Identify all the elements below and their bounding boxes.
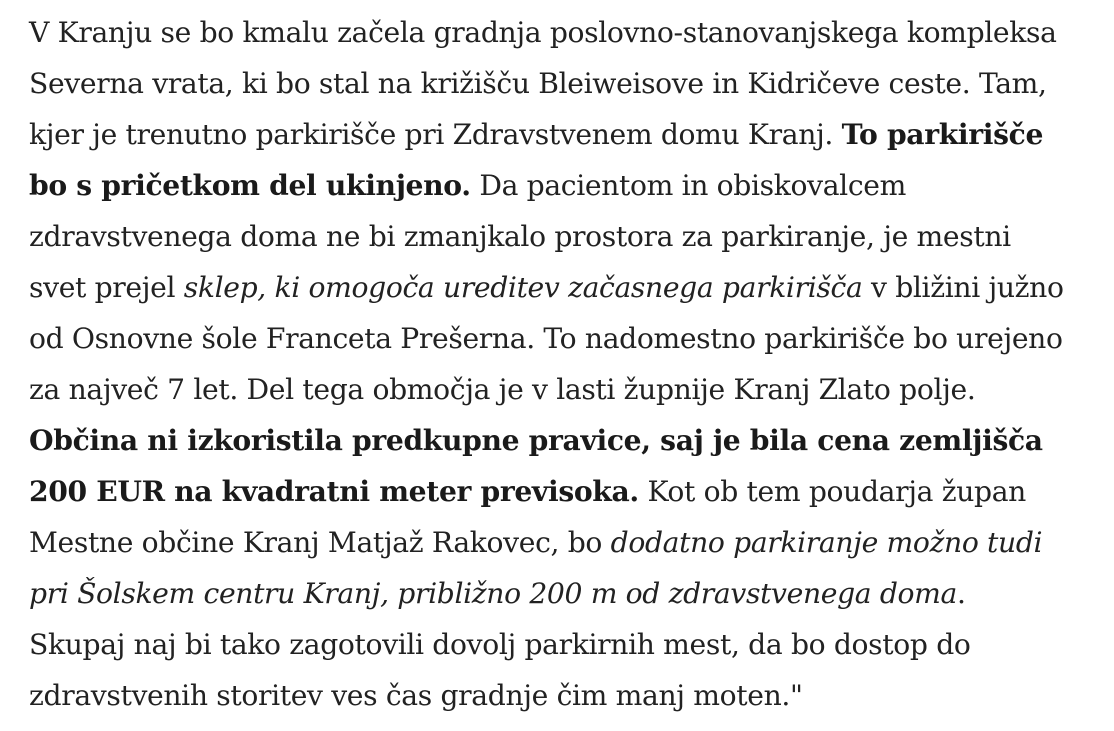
paragraph-text-conclusion: . Skupaj naj bi tako zagotovili dovolj parkirnih mest, da bo dostop do zdravstvenih storitev ves čas gradnje čim manj moten." [29, 577, 971, 712]
paragraph-text-location: v bližini južno od Osnovne šole Franceta Prešerna. To nadomestno parkirišče bo urejeno za največ 7 let. Del tega območja je v lasti župnije Kranj Zlato polje. [29, 271, 1064, 406]
italic-additional-parking: dodatno parkiranje možno tudi pri Šolskem centru Kranj, približno 200 m od zdravstvenega doma [29, 526, 1043, 610]
article-paragraph [29, 7, 1069, 721]
paragraph-text-council: Da pacientom in obiskovalcem zdravstvenega doma ne bi zmanjkalo prostora za parkiranje, je mestni svet prejel [29, 169, 1011, 304]
article-body [29, 7, 1069, 721]
bold-statement-parking-closure: To parkirišče bo s pričetkom del ukinjeno. [29, 118, 1044, 202]
italic-council-decision: sklep, ki omogoča ureditev začasnega parkirišča [183, 271, 863, 304]
bold-statement-preemption: Občina ni izkoristila predkupne pravice, saj je bila cena zemljišča 200 EUR na kvadratni meter previsoka. [29, 424, 1043, 508]
paragraph-text-mayor: Kot ob tem poudarja župan Mestne občine Kranj Matjaž Rakovec, bo [29, 475, 1026, 559]
paragraph-text-intro: V Kranju se bo kmalu začela gradnja poslovno-stanovanjskega kompleksa Severna vrata, ki bo stal na križišču Bleiweisove in Kidričeve ceste. Tam, kjer je trenutno parkirišče pri Zdravstvenem domu Kranj. [29, 16, 1057, 151]
